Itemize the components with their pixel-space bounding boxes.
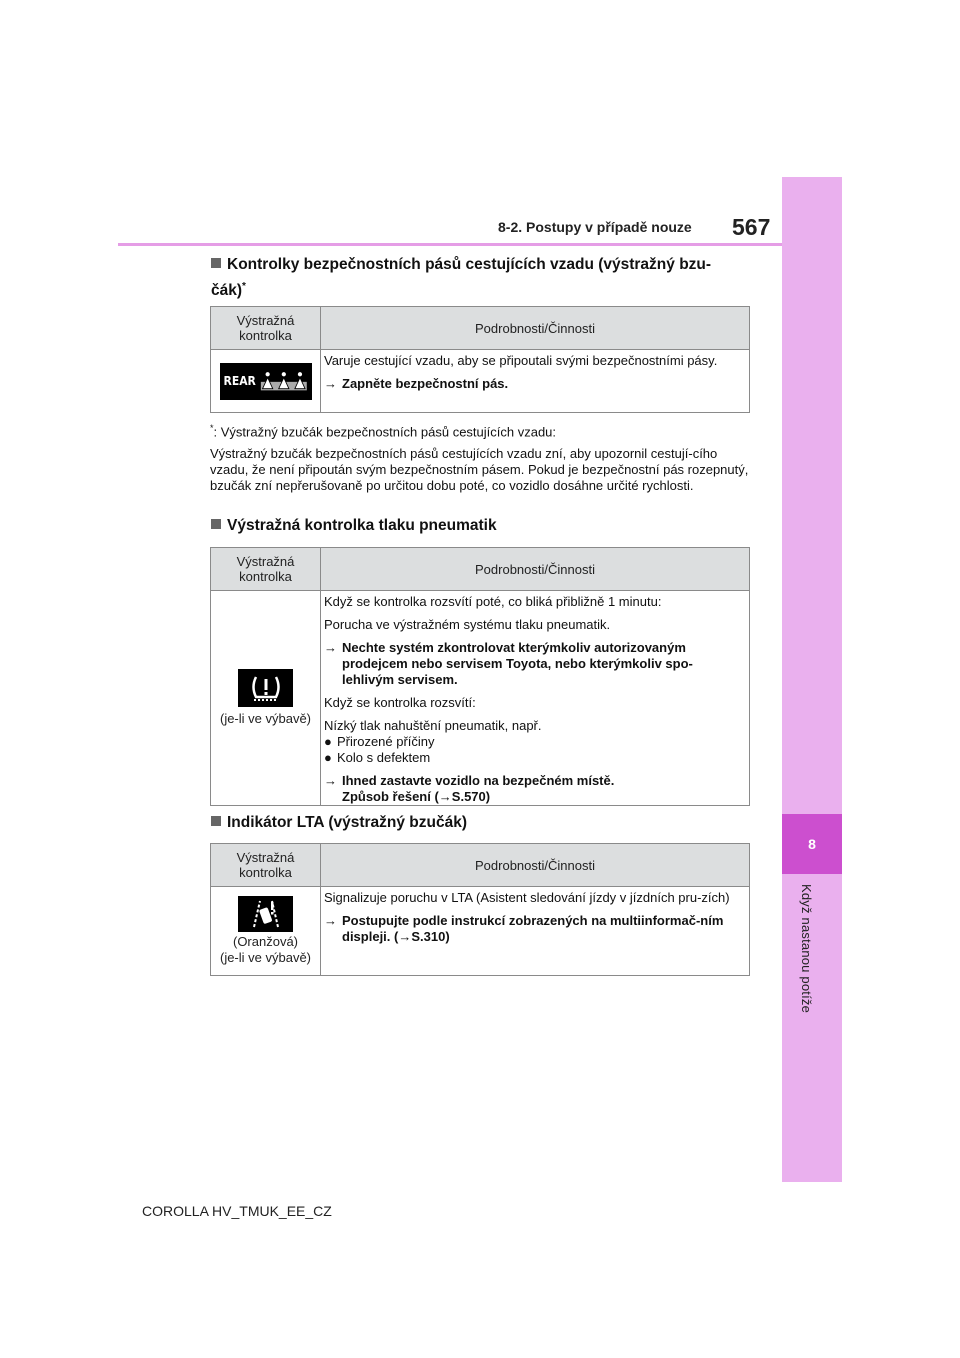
icon-caption-color: (Oranžová) (232, 934, 299, 949)
section2-heading: Výstražná kontrolka tlaku pneumatik (211, 515, 497, 537)
action-line: → Ihned zastavte vozidlo na bezpečném místě. Způsob řešení (→S.570) (324, 773, 615, 804)
page-number: 567 (732, 214, 771, 240)
table-row (211, 590, 749, 805)
action-line: → Nechte systém zkontrolovat kterýmkoliv autorizovaným prodejcem nebo servisem Toyota, nebo kterýmkoliv spo-lehlivým servisem. (324, 640, 693, 687)
footnote: *: Výstražný bzučák bezpečnostních pásů cestujících vzadu: (210, 423, 557, 440)
table-header-row (211, 307, 749, 349)
side-tab-chapter-title: Když nastanou potíže (799, 884, 814, 1014)
action-line: → Postupujte podle instrukcí zobrazených na multiinformač-ním displeji. (→S.310) (324, 913, 724, 944)
header-divider (118, 243, 782, 246)
header-col-indicator: Výstražná kontrolka (211, 844, 321, 886)
icon-caption: (je-li ve výbavě) (219, 950, 312, 965)
rear-seatbelt-icon: REAR (220, 363, 312, 400)
table-row (211, 886, 749, 975)
seat-row-graphic (260, 368, 308, 394)
footer-doc-id: COROLLA HV_TMUK_EE_CZ (142, 1203, 332, 1219)
side-tab-chapter-number: 8 (782, 814, 842, 874)
action-line: → Zapněte bezpečnostní pás. (324, 376, 509, 391)
header-col-details: Podrobnosti/Činnosti (475, 857, 595, 873)
lta-table (210, 843, 750, 976)
section1-heading: Kontrolky bezpečnostních pásů cestujících vzadu (výstražný bzu-čák)* (211, 256, 712, 300)
details-cell: Varuje cestující vzadu, aby se připoutali svými bezpečnostními pásy. → Zapněte bezpečnostní pás. (321, 350, 749, 412)
header-col-indicator: Výstražná kontrolka (211, 307, 321, 349)
icon-caption: (je-li ve výbavě) (219, 711, 312, 726)
header-col-details: Podrobnosti/Činnosti (475, 320, 595, 336)
lta-warning-icon (238, 896, 293, 932)
indicator-cell (211, 591, 321, 805)
section3-heading: Indikátor LTA (výstražný bzučák) (211, 812, 467, 834)
square-bullet-icon (211, 816, 221, 826)
section-title: 8-2. Postupy v případě nouze (498, 219, 692, 235)
indicator-cell (211, 887, 321, 975)
header-col-indicator: Výstražná kontrolka (211, 548, 321, 590)
indicator-cell (211, 350, 321, 412)
header-col-details: Podrobnosti/Činnosti (475, 561, 595, 577)
square-bullet-icon (211, 258, 221, 268)
table-header-row (211, 844, 749, 886)
tire-pressure-table (210, 547, 750, 806)
details-cell: Když se kontrolka rozsvítí poté, co bliká přibližně 1 minutu: Porucha ve výstražném systému tlaku pneumatik. → Nechte systém zkontrolovat kterýmkoliv autorizovaným prodejcem nebo servisem Toyota, nebo kterýmkoliv spo-lehlivým servisem. Když se kontrolka rozsvítí: Nízký tlak nahuštění pneumatik, např. ● Přirozené příčiny ● Kolo s defektem → Ihned zastavte vozidlo na bezpečném místě. Způsob řešení (→S.570) (321, 591, 749, 805)
page-reference-link[interactable]: S.310 (411, 929, 446, 944)
seatbelt-table (210, 306, 750, 413)
table-row (211, 349, 749, 412)
tire-pressure-warning-icon (238, 669, 293, 707)
page-reference-link[interactable]: S.570 (451, 789, 486, 804)
list-item: ● Přirozené příčiny (324, 734, 435, 749)
square-bullet-icon (211, 519, 221, 529)
table-header-row (211, 548, 749, 590)
seatbelt-paragraph: Výstražný bzučák bezpečnostních pásů cestujících vzadu zní, aby upozornil cestují-cího vzadu, že není připoután svým bezpečnostním pásem. Pokud je bezpečnostní pás rozepnutý, bzučák zní nepřerušovaně po určitou dobu poté, co vozidlo dosáhne určité rychlosti. (210, 446, 749, 493)
details-cell: Signalizuje poruchu v LTA (Asistent sledování jízdy v jízdních pru-zích) → Postupujte podle instrukcí zobrazených na multiinformač-ním displeji. (→S.310) (321, 887, 749, 975)
list-item: ● Kolo s defektem (324, 750, 431, 765)
